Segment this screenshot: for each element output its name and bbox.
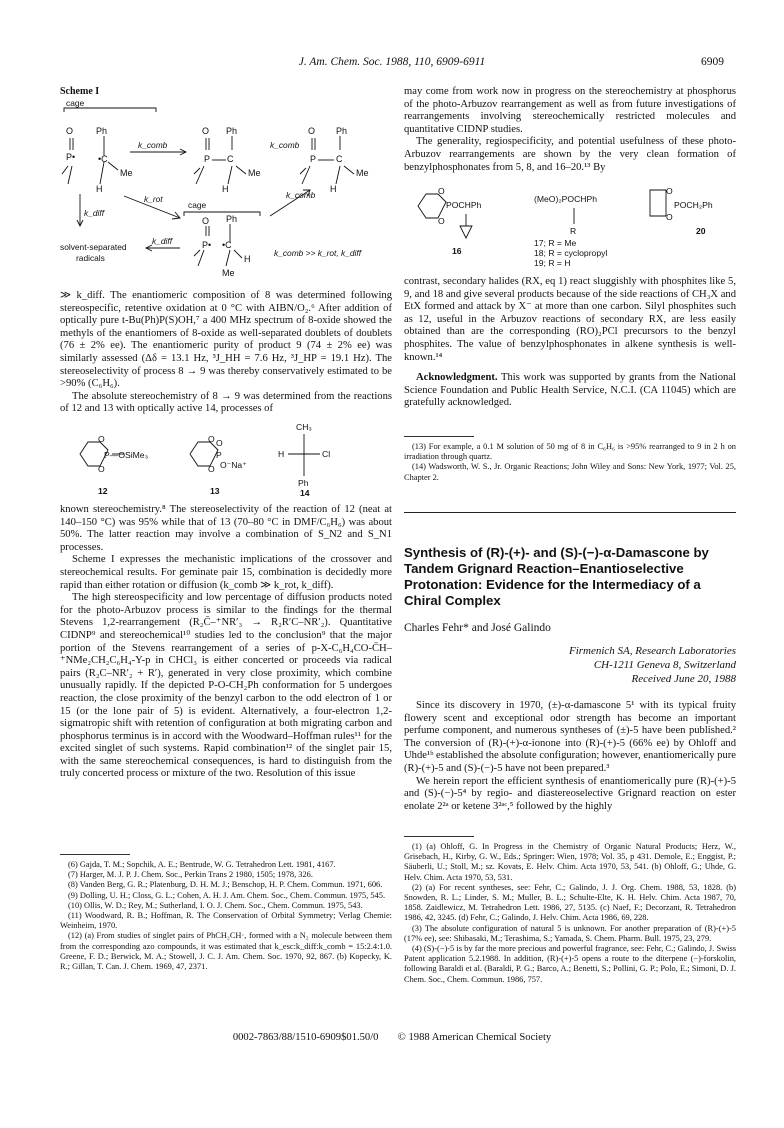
svg-text:O: O [438,216,445,226]
structures-16-20 [404,184,736,270]
svg-text:C: C [227,154,234,164]
affiliation-line-1: Firmenich SA, Research Laboratories [568,645,736,657]
svg-text:H: H [222,184,229,194]
running-head: J. Am. Chem. Soc. 1988, 110, 6909-6911 [298,56,486,68]
article-title: Synthesis of (R)-(+)- and (S)-(−)-α-Damascone by Tandem Grignard Reaction–Enantioselective Protonation: Evidence for the Intermediacy of a Chiral Complex [404,545,709,608]
footnote-rule-right-2 [404,836,474,837]
footnote-2: (2) (a) For recent syntheses, see: Fehr, C.; Galindo, J. J. Org. Chem. 1988, 53, 1828. (b) Snowden, R. L.; Linder, S. M.; Muller, B. L.; Schulte-Elte, K. H. Helv. Chim. Acta 1987, 70, 1858. Zaidlewicz, M. Tetrahedron Lett. 1986, 27, 5135. (c) Naef, F.; Decorzant, R. Tetrahedron 1986, 42, 3245. (d) Fehr, C.; Galindo, J. Helv. Chim. Acta 1986, 69, 228. [404,882,736,923]
svg-text:Me: Me [248,168,261,178]
k-comb-label-1b: k_comb [270,140,300,150]
right-footnotes-2 [404,842,736,985]
svg-text:Me: Me [120,168,133,178]
k-diff-label-2: k_diff [152,236,173,246]
cage-bracket [64,108,156,112]
footnote-1: (1) (a) Ohloff, G. In Progress in the Chemistry of Organic Natural Products; Herz, W., Grisebach, H., Kirby, G. W., Eds.; Springer: Wien, 1978; Vol. 35, p 431. Demole, E.; Enggist, P.; Säuberli, U.; Stoll, M.; sz. Kovats, E. Helv. Chim. Acta 1970, 53, 541. (b) Ohloff, G.; Uhde, G. Helv. Chim. Acta 1970, 53, 531. [404,842,736,882]
svg-text:H: H [330,184,337,194]
svg-text:Cl: Cl [322,449,331,459]
footnote-rule-left [60,854,130,855]
svg-text:CH₃: CH₃ [296,422,312,432]
svg-text:P•: P• [66,152,76,162]
svg-text:O: O [98,434,105,444]
footnote-3: (3) The absolute configuration of natural 5 is unknown. For another preparation of (R)-(+)-5 (17% ee), see: Shibasaki, M.; Terashima, S.; Yamada, S. Chem. Pharm. Bull. 1975, 23, 279. [404,923,736,943]
structures-12-13-14 [70,420,370,498]
struct-17: 17; R = Me [534,238,577,248]
footnote-13: (13) For example, a 0.1 M solution of 50 mg of 8 in C₆H₆ is >95% rearranged to 9 in 2 h on irradiation through quartz. [404,442,736,462]
acknowledgment [404,372,736,410]
svg-text:O: O [98,464,105,474]
right-paragraph-5: We herein report the efficient synthesis of enantiomerically pure (R)-(+)-5 and (S)-(−)-5⁴ by regio- and diastereoselective Grignard reaction on ester enolate 2²ᵃ or ketene 3²ᵃᶜ,⁵ followed by the highly [404,775,736,812]
svg-text:O: O [208,464,215,474]
svg-text:O: O [66,126,74,136]
page-number: 6909 [701,56,724,68]
right-footnotes-1 [404,442,736,483]
svg-text:P: P [310,154,317,164]
inequality-label: k_comb >> k_rot, k_diff [274,248,362,258]
ack-text: This work was supported by grants from the National Science Foundation and Public Health Service, N.C.I. (CA 11045) which are gratefully acknowledged. [404,372,736,409]
struct-mid-formula: (MeO)₂POCHPh [534,194,598,204]
svg-text:P•: P• [202,240,212,250]
svg-text:Me: Me [356,168,369,178]
svg-text:P: P [216,450,222,460]
article-divider [404,512,736,513]
svg-text:Ph: Ph [96,126,108,136]
svg-text:C: C [336,154,343,164]
k-diff-label: k_diff [84,208,105,218]
struct-16-label: 16 [452,246,462,256]
left-paragraph-4: Scheme I expresses the mechanistic implications of the crossover and stereochemical results. For geminate pair 15, combination is decidedly more rapid than either rotation or diffusion (k_comb ≫ k_rot, k_diff). [60,554,392,591]
right-paragraph-4: Since its discovery in 1970, (±)-α-damascone 5¹ with its typical fruity flowery scent and exceptional odor strength has become an important perfume component, and numerous syntheses of (±)-5 have been published.² The conversion of (R)-(+)-α-ionone into (R)-(+)-5 (66% ee) by Ohloff and Uhde¹ᵇ established the absolute configuration; however, enantiomerically pure (R)-(+)-5 and (S)-(−)-5 have not been prepared.³ [404,700,736,774]
left-paragraph-1: ≫ k_diff. The enantiomeric composition of 8 was determined following stereospecific, retentive oxidation at 0 °C with AIBN/O₂.⁶ After addition of optically pure t-Bu(Ph)P(S)OH,⁷ a 400 MHz spectrum of 8-oxide showed the methyls of the enantiomers of 8-oxide as well-separated doublets of doublets (76 ± 2% ee). The enantiomeric purity of product 9 (74 ± 2% ee) was similarly assessed (Δδ = 13.1 Hz, ³J_HH = 7.6 Hz, ³J_HP = 19.1 Hz). The stereoselectivity of process 8 → 9 was thereby conservatively estimated to be >90% (C₆H₆). [60,290,392,390]
cage-label: cage [66,98,85,108]
footnote-rule-right-1 [404,436,474,437]
struct-13-label: 13 [210,486,220,496]
struct-mid-r: R [570,226,577,236]
svg-text:•C: •C [98,154,108,164]
footnote-8: (8) Vanden Berg, G. R.; Platenburg, D. H. M. J.; Benschop, H. P. Chem. Commun. 1971, 606. [68,880,383,890]
affiliation-line-2: CH-1211 Geneva 8, Switzerland [593,659,736,671]
k-comb-label: k_comb [138,140,168,150]
svg-text:O: O [202,216,210,226]
svg-text:Ph: Ph [336,126,348,136]
left-footnotes [60,860,392,972]
right-column-body-3 [404,700,736,813]
copyright: © 1988 American Chemical Society [397,1032,552,1043]
issn: 0002-7863/88/1510-6909$01.50/0 [232,1032,379,1043]
svg-text:O: O [202,126,210,136]
footnote-10: (10) Ollis, W. D.; Rey, M.; Sutherland, I. O. J. Chem. Soc., Chem. Commun. 1975, 543. [68,900,363,910]
right-paragraph-3: contrast, secondary halides (RX, eq 1) react sluggishly with phosphites like 5, 9, and 18 and give several products because of the side reactions of CH₃X and EtX formed and attack by X⁻ at more than one carbon. Silyl phosphites such as 12, useful in the Arbuzov reactions of secondary RX, are less easily obtained than are the corresponding (RO)₂PCl precursors to the benzyl phosphites. The value of benzylphosphonates in alkene synthesis is well-known.¹⁴ [404,276,736,363]
left-paragraph-2: The absolute stereochemistry of 8 → 9 was determined from the reactions of 12 and 13 with optically active 14, processes of [60,390,392,415]
struct-18: 18; R = cyclopropyl [534,248,608,258]
svg-text:O: O [666,212,673,222]
svg-text:•C: •C [222,240,232,250]
svg-text:O: O [216,438,223,448]
footnote-14: (14) Wadsworth, W. S., Jr. Organic Reactions; John Wiley and Sons: New York, 1977; Vol. 25, Chapter 2. [404,462,736,482]
ack-title: Acknowledgment. [416,372,498,384]
footnote-9: (9) Dolling, U. H.; Closs, G. L.; Cohen, A. H. J. Am. Chem. Soc., Chem. Commun. 1975, 545. [68,890,386,900]
svg-text:Ph: Ph [298,478,309,488]
received-date: Received June 20, 1988 [631,673,736,685]
right-paragraph-2: The generality, regiospecificity, and potential usefulness of these photo-Arbuzov rearrangements are shown by the very clean formation of benzylphosphonates from 5, 8, and 16–20.¹³ By [404,136,736,173]
left-paragraph-3: known stereochemistry.⁸ The stereoselectivity of the reaction of 12 (neat at 140–150 °C) was 95% while that of 13 (70–80 °C in DMF/C₆H₆) was about 50%. The latter reaction may involve a combination of S_N2 and S_N1 processes. [60,504,392,553]
affiliation [404,644,736,686]
svg-text:O⁻Na⁺: O⁻Na⁺ [220,460,247,470]
left-column-body-1 [60,290,392,416]
svg-text:H: H [244,254,251,264]
left-paragraph-5: The high stereospecificity and low percentage of diffusion products noted for the photo-Arbuzov process is similar to the findings for the thermal Stevens 1,2-rearrangement (R₂C̄–⁺NR′₃ → R₂R′C–NR′₂). Quantitative CIDNP⁹ and stereochemical¹⁰ studies led to the conclusion⁹ that the major portion of the Stevens rearrangement of a series of p-X-C₆H₄CO-C̄H–⁺NMe₂CH₂C₆H₄-Y-p in CHCl₃ is either concerted or proceeds via radical pairs (R₂C–NR′₂ + R′), generated in very close proximity, which combine unusually rapidly. If the depicted P-O-CH₂Ph conformation for 5 undergoes reaction, the close proximity of the benzyl carbon to the odd electron of 1 or 15 (or the lone pair of 5) is evident. Alternatively, a four-electron 1,2-sigmatropic shift with retention of configuration at both migrating carbon and phosphorus terminus is in accord with the Woodward–Hoffman rules¹¹ for the excited singlet of such systems. Rapid combination¹² of the singlet pair 15, with the same stereochemical consequences, is hard to distinguish from the truly concerted process or mixture of the two. Resolution of this issue [60,592,392,780]
footnote-12: (12) (a) From studies of singlet pairs of PhCH₂CH·, formed with a N₂ molecule between them from the corresponding azo compounds, it was estimated that k_esc:k_diff:k_comb = 15:2.4:1.0. Greene, F. D.; Berwick, M. A.; Stowell, J. C. J. Am. Chem. Soc. 1970, 92, 867. (b) Kopecky, K. R.; Gillan, T. Can. J. Chem. 1969, 47, 2371. [60,931,392,972]
separated-label-2: radicals [76,253,105,263]
footnote-11: (11) Woodward, R. B.; Hoffman, R. The Conservation of Orbital Symmetry; Verlag Chemie: Weinheim, 1970. [60,911,392,931]
k-comb-label-2: k_comb [286,190,316,200]
scheme-title: Scheme I [60,86,100,97]
footnote-4: (4) (S)-(−)-5 is by far the more precious and powerful fragrance, see: Fehr, C.; Galindo, J. Swiss Patent application 5.2.1988. In addition, (R)-(+)-5 opens a route to the diterpene (−)-forskolin, following Baraldi et al. (Baraldi, P. G.; Barco, A.; Benetti, S.; Pollini, G. P.; Polo, E.; Simoni, D. J. Chem. Soc., Chem. Commun. 1986, 757. [404,944,736,984]
authors: Charles Fehr* and José Galindo [404,622,551,634]
right-column-body-1 [404,86,736,174]
scheme-diagram [60,98,396,280]
svg-text:O: O [208,434,215,444]
footnote-7: (7) Harger, M. J. P. J. Chem. Soc., Perkin Trans 2 1980, 1505; 1978, 326. [68,870,313,880]
svg-text:O: O [308,126,316,136]
cage-label-2: cage [188,200,207,210]
svg-text:O: O [666,186,673,196]
svg-text:H: H [96,184,103,194]
footnote-6: (6) Gajda, T. M.; Sopchik, A. E.; Bentrude, W. G. Tetrahedron Lett. 1981, 4167. [68,860,336,869]
svg-text:O: O [438,186,445,196]
right-paragraph-1: may come from work now in progress on the stereochemistry at phosphorus of the photo-Arbuzov rearrangement as well as from future investigations of rearrangements involving stereochemically restricted molecules and quantitative CIDNP studies. [404,86,736,135]
svg-text:Ph: Ph [226,126,238,136]
svg-text:H: H [278,449,285,459]
struct-16-formula: POCHPh [446,200,482,210]
separated-label-1: solvent-separated [60,242,127,252]
svg-text:P—OSiMe₃: P—OSiMe₃ [104,450,149,460]
right-column-body-2 [404,276,736,410]
struct-20-label: 20 [696,226,706,236]
struct-14-label: 14 [300,488,310,498]
svg-text:Ph: Ph [226,214,238,224]
k-rot-label: k_rot [144,194,163,204]
struct-20-formula: POCH₂Ph [674,200,713,210]
svg-text:Me: Me [222,268,235,278]
struct-19: 19; R = H [534,258,571,268]
page-footer [0,1032,784,1043]
svg-text:P: P [204,154,211,164]
left-column-body-2 [60,504,392,781]
struct-12-label: 12 [98,486,108,496]
